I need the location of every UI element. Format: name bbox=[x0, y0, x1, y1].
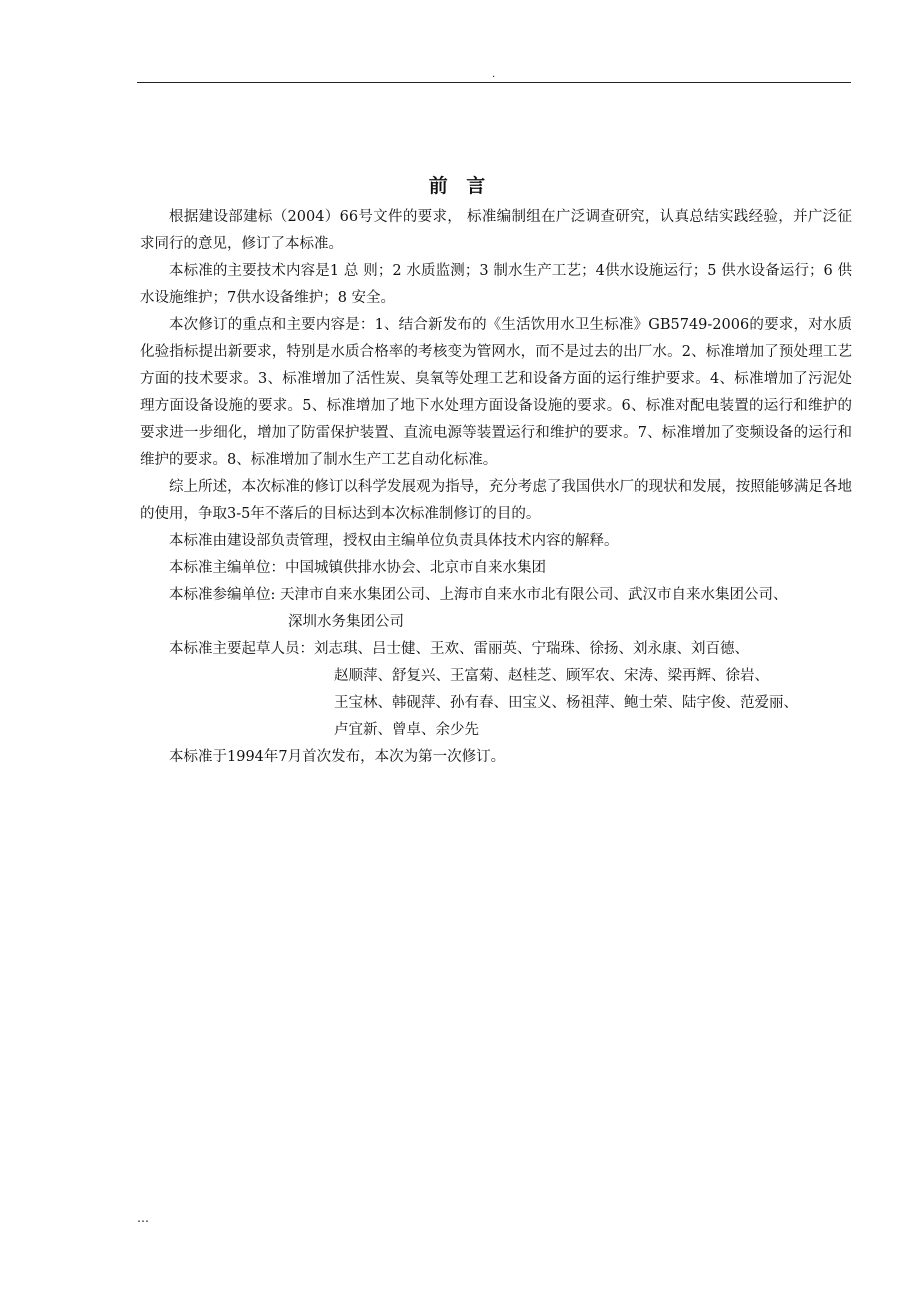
paragraph-main-content: 本标准的主要技术内容是1 总 则；2 水质监测；3 制水生产工艺；4供水设施运行；5 供水设备运行；6 供水设施维护；7供水设备维护；8 安全。 bbox=[140, 263, 852, 306]
participating-continuation: 深圳水务集团公司 bbox=[288, 614, 404, 630]
header-rule bbox=[137, 82, 851, 83]
participating-units: 天津市自来水集团公司、上海市自来水市北有限公司、武汉市自来水集团公司、 bbox=[275, 587, 788, 603]
page-title: 前 言 bbox=[428, 175, 492, 197]
drafters-line bbox=[140, 636, 852, 663]
paragraph-revision-points: 本次修订的重点和主要内容是：1、结合新发布的《生活饮用水卫生标准》GB5749-2006的要求，对水质化验指标提出新要求，特别是水质合格率的考核变为管网水，而不是过去的出厂水。2、标准增加了预处理工艺方面的技术要求。3、标准增加了活性炭、臭氧等处理工艺和设备方面的运行维护要求。4、标准增加了污泥处理方面设备设施的要求。5、标准增加了地下水处理方面设备设施的要求。6、标准对配电装置的运行和维护的要求进一步细化，增加了防雷保护装置、直流电源等装置运行和维护的要求。7、标准增加了变频设备的运行和维护的要求。8、标准增加了制水生产工艺自动化标准。 bbox=[140, 317, 852, 468]
footer-mark: … bbox=[137, 1211, 150, 1225]
header-mark: . bbox=[492, 69, 496, 80]
paragraph-summary: 综上所述，本次标准的修订以科学发展观为指导，充分考虑了我国供水厂的现状和发展，按照能够满足各地的使用，争取3-5年不落后的目标达到本次标准制修订的目的。 bbox=[140, 479, 852, 522]
drafters-names-3: 王宝林、韩砚萍、孙有春、田宝义、杨祖萍、鲍士荣、陆宇俊、范爱丽、 bbox=[334, 695, 798, 711]
drafters-label: 本标准主要起草人员： bbox=[169, 641, 314, 657]
paragraph-basis: 根据建设部建标（2004）66号文件的要求， 标准编制组在广泛调查研究，认真总结实践经验，并广泛征求同行的意见，修订了本标准。 bbox=[140, 209, 852, 252]
participating-line bbox=[140, 582, 852, 609]
chief-editor-line bbox=[140, 555, 852, 582]
document-body bbox=[140, 204, 852, 771]
release-note: 本标准于1994年7月首次发布，本次为第一次修订。 bbox=[169, 749, 506, 765]
chief-editor-value: 中国城镇供排水协会、北京市自来水集团 bbox=[285, 560, 546, 576]
chief-editor-label: 本标准主编单位： bbox=[169, 560, 285, 576]
paragraph-management: 本标准由建设部负责管理，授权由主编单位负责具体技术内容的解释。 bbox=[169, 533, 619, 549]
participating-label: 本标准参编单位: bbox=[169, 587, 276, 603]
drafters-names-2: 赵顺萍、舒复兴、王富菊、赵桂芝、顾军农、宋涛、梁再辉、徐岩、 bbox=[334, 668, 769, 684]
drafters-names-1: 刘志琪、吕士健、王欢、雷丽英、宁瑞珠、徐扬、刘永康、刘百德、 bbox=[314, 641, 749, 657]
drafters-names-4: 卢宜新、曾卓、余少先 bbox=[334, 722, 479, 738]
